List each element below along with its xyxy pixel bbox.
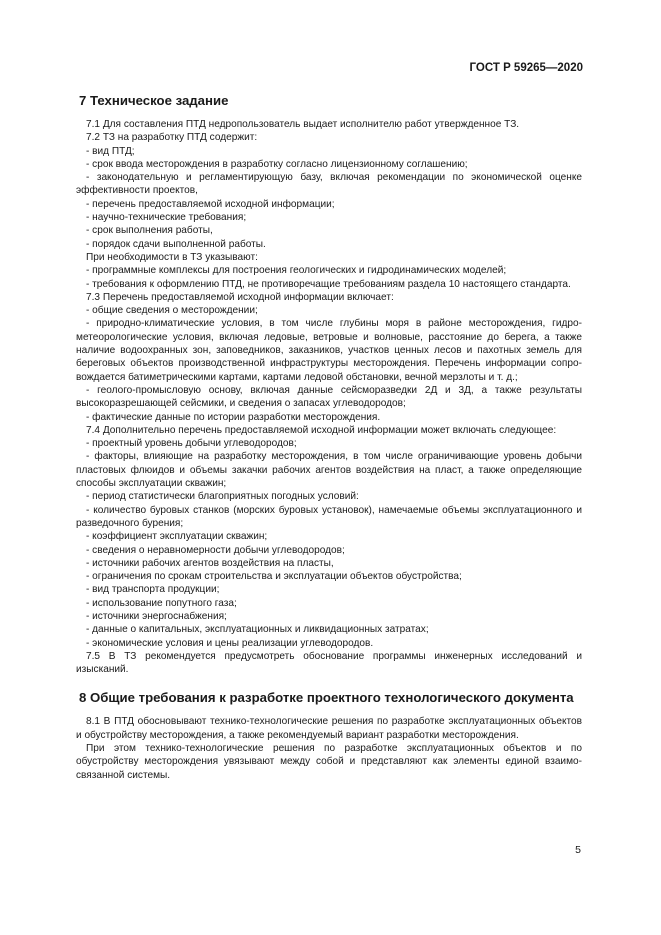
paragraph: - количество буровых станков (морских буровых установок), намечаемые объемы эксплуатационного и разведочного бурения; [76, 504, 582, 529]
paragraph: - программные комплексы для построения геологических и гидродинамических моделей; [86, 265, 507, 277]
paragraph: - сведения о неравномерности добычи углеводородов; [86, 544, 345, 556]
paragraph: - экономические условия и цены реализации углеводородов. [86, 637, 374, 649]
paragraph: - требования к оформлению ПТД, не противоречащие требованиям раздела 10 настоящего стандарта. [86, 278, 571, 290]
paragraph: - коэффициент эксплуатации скважин; [86, 531, 268, 543]
section-8-text [76, 715, 582, 781]
paragraph: - общие сведения о месторождении; [86, 305, 258, 317]
paragraph: - геолого-промысловую основу, включая данные сейсморазведки 2Д и 3Д, а также результаты высокоразрешающей сейсмики, и сведения о запасах углеводородов; [76, 384, 582, 410]
paragraph: - вид ПТД; [86, 145, 135, 157]
paragraph: При необходимости в ТЗ указывают: [86, 251, 258, 263]
paragraph: 7.1 Для составления ПТД недропользователь выдает исполнителю работ утвержденное ТЗ. [86, 119, 520, 130]
paragraph: - ограничения по срокам строительства и эксплуатации объектов обустройства; [86, 571, 462, 583]
paragraph: 7.5 В ТЗ рекомендуется предусмотреть обоснование программы инженерных исследований и изысканий. [76, 650, 582, 676]
paragraph: - источники рабочих агентов воздействия на пласты, [86, 557, 334, 569]
section-7-text [76, 118, 582, 676]
paragraph: 7.3 Перечень предоставляемой исходной информации включает: [86, 291, 394, 303]
paragraph: 7.4 Дополнительно перечень предоставляемой исходной информации может включать следующее: [86, 424, 557, 436]
paragraph: - период статистически благоприятных погодных условий: [86, 491, 359, 503]
section-7-title: 7 Техническое задание [79, 93, 229, 108]
document-body [76, 92, 582, 782]
paragraph: - природно-климатические условия, в том числе глубины моря в районе месторождения, гидрометеорологические условия, включая ледовые, ветровые и волновые, расстояние до берега, а также наличие водоохранных зон, заповедников, заказников, участков ценных лесов и пахотных земель для береговых объектов производственной инфраструктуры месторождения. Перечень информации сопровождается батиметрическими картами, картами ледовой обстановки, вечной мерзлоты и т. д.; [76, 318, 582, 383]
paragraph: - вид транспорта продукции; [86, 584, 220, 596]
paragraph: - факторы, влияющие на разработку месторождения, в том числе ограничивающие уровень добычи пластовых флюидов и объемы закачки рабочих агентов воздействия на пласт, а также определяющие способы эксплуатации скважин; [76, 451, 582, 490]
paragraph: - проектный уровень добычи углеводородов; [86, 438, 297, 450]
paragraph: При этом технико-технологические решения по разработке эксплуатационных объектов и по обустройству месторождения увязывают между собой и представляют как элементы единой взаимосвязанной системы. [76, 743, 582, 781]
page-number: 5 [575, 844, 581, 856]
paragraph: - источники энергоснабжения; [86, 610, 227, 622]
paragraph: - законодательную и регламентирующую базу, включая рекомендации по экономической оценке эффективности проектов, [76, 172, 582, 197]
paragraph: - использование попутного газа; [86, 597, 237, 609]
paragraph: - порядок сдачи выполненной работы. [86, 238, 266, 250]
standard-id-header: ГОСТ Р 59265—2020 [469, 62, 583, 74]
paragraph: - научно-технические требования; [86, 212, 247, 224]
paragraph: - фактические данные по истории разработки месторождения. [86, 411, 381, 423]
paragraph: - данные о капитальных, эксплуатационных и ликвидационных затратах; [86, 624, 429, 636]
section-8-title: 8 Общие требования к разработке проектного технологического документа [79, 690, 574, 706]
paragraph: - срок ввода месторождения в разработку согласно лицензионному соглашению; [86, 158, 468, 170]
paragraph: 8.1 В ПТД обосновывают технико-технологические решения по разработке эксплуатационных объектов и обустройству месторождения, а также рекомендуемый вариант разработки месторождения. [76, 716, 582, 741]
paragraph: - срок выполнения работы, [86, 225, 213, 237]
paragraph: - перечень предоставляемой исходной информации; [86, 198, 335, 210]
paragraph: 7.2 ТЗ на разработку ПТД содержит: [86, 132, 258, 144]
